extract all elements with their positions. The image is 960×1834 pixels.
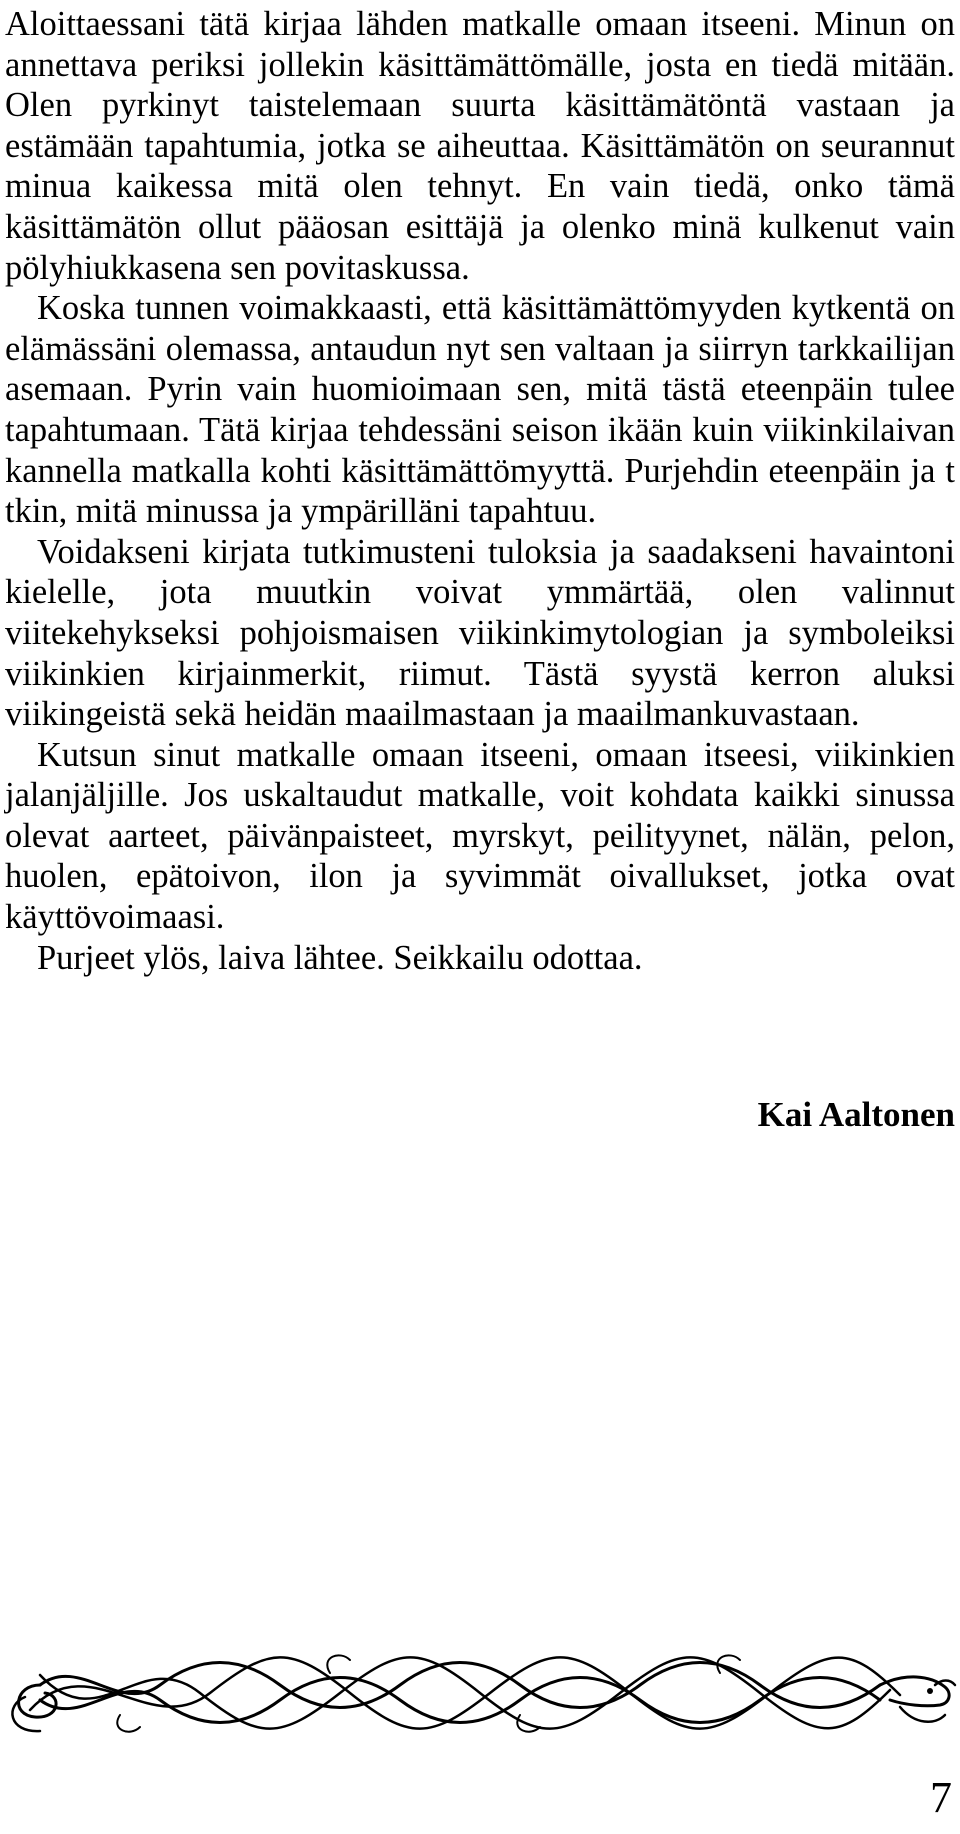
body-text [5,4,955,978]
paragraph-5: Purjeet ylös, laiva lähtee. Seikkailu odottaa. [37,938,643,977]
paragraph-2: Koska tunnen voimakkaasti, että käsittämättömyyden kytkentä on elämässäni olemassa, antaudun nyt sen valtaan ja siirryn tarkkailijan asemaan. Pyrin vain huomioimaan sen, mitä tästä eteenpäin tulee tapahtumaan. Tätä kirjaa tehdessäni seison ikään kuin viikinkilaivan kannella matkalla kohti käsittämättömyyttä. Purjehdin eteenpäin ja t tkin, mitä minussa ja ympärilläni tapahtuu. [5,289,955,531]
page-number: 7 [930,1773,952,1822]
author-signature: Kai Aaltonen [757,1095,955,1134]
paragraph-1: Aloittaessani tätä kirjaa lähden matkalle omaan itseeni. Minun on annettava periksi jollekin käsittämättömälle, josta en tiedä mitään. Olen pyrkinyt taistelemaan suurta käsittämätöntä vastaan ja estämään tapahtumia, jotka se aiheuttaa. Käsittämätön on seurannut minua kaikessa mitä olen tehnyt. En vain tiedä, onko tämä käsittämätön ollut pääosan esittäjä ja olenko minä kulkenut vain pölyhiukkasena sen povitaskussa. [5,5,955,287]
paragraph-3: Voidakseni kirjata tutkimusteni tuloksia ja saadakseni havaintoni kielelle, jota muutkin voivat ymmärtää, olen valinnut viitekehykseksi pohjoismaisen viikinkimytologian ja symboleiksi viikinkien kirjainmerkit, riimut. Tästä syystä kerron aluksi viikingeistä sekä heidän maailmastaan ja maailmankuvastaan. [5,532,955,734]
knotwork-border-icon [0,1645,960,1740]
paragraph-4: Kutsun sinut matkalle omaan itseeni, omaan itseesi, viikinkien jalanjäljille. Jos uskaltaudut matkalle, voit kohdata kaikki sinussa olevat aarteet, päivänpaisteet, myrskyt, peilityynet, nälän, pelon, huolen, epätoivon, ilon ja syvimmät oivallukset, jotka ovat käyttövoimaasi. [5,735,955,937]
